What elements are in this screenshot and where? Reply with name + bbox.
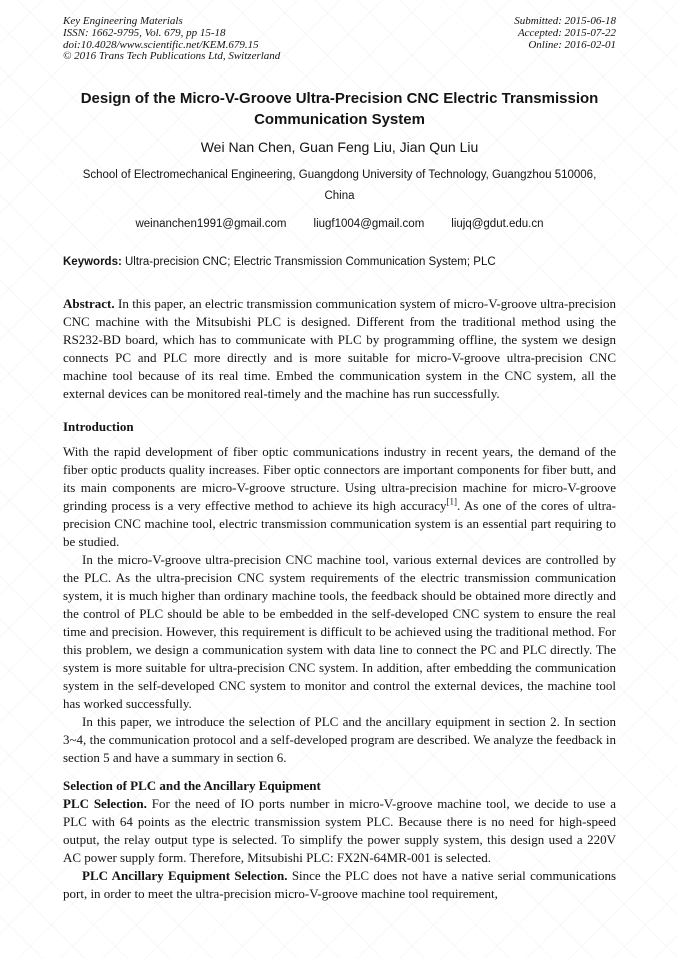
- keywords-label: Keywords:: [63, 256, 122, 269]
- journal-name: Key Engineering Materials: [63, 15, 183, 27]
- submitted-date: Submitted: 2015-06-18: [514, 15, 616, 27]
- abstract-label: Abstract.: [63, 296, 115, 312]
- plc-ancillary-paragraph: [63, 867, 616, 903]
- section-heading-plc-selection: Selection of PLC and the Ancillary Equipment: [63, 778, 321, 794]
- introduction-paragraph-2: In the micro-V-groove ultra-precision CNC machine tool, various external devices are controlled by the PLC. As the ultra-precision CNC system requirements of the electric transmission communication system, it is much higher than ordinary machine tools, the feedback should be obtained more directly and the control of PLC should be able to be embedded in the self-developed CNC system to ensure the real time and precision. However, this requirement is difficult to be achieved using the traditional method. For this problem, we design a communication system with data line to connect the PC and PLC directly. The system is more suitable for ultra-precision CNC system. In addition, after embedding the communication system in the self-developed CNC system to monitor and control the external devices, the machine tool has worked successfully.: [63, 552, 616, 712]
- journal-header-left: [63, 16, 280, 63]
- affiliation-line: School of Electromechanical Engineering, Guangdong University of Technology, Guangzhou 510006, China: [82, 169, 597, 203]
- authors-line: Wei Nan Chen, Guan Feng Liu, Jian Qun Liu: [200, 139, 479, 156]
- introduction-paragraph-3: In this paper, we introduce the selection of PLC and the ancillary equipment in section 2. In section 3~4, the communication protocol and a self-developed program are described. We analyze the feedback in section 5 and have a summary in section 6.: [63, 714, 616, 766]
- plc-ancillary-text: Since the PLC does not have a native serial communications port, in order to meet the ultra-precision micro-V-groove machine tool requirement,: [63, 868, 617, 902]
- plc-ancillary-label: PLC Ancillary Equipment Selection.: [82, 868, 288, 884]
- abstract-paragraph: [63, 295, 616, 403]
- abstract-text: In this paper, an electric transmission communication system of micro-V-groove ultra-precision CNC machine with the Mitsubishi PLC is designed. Different from the traditional method using the RS232-BD board, which has to communicate with PLC by programming offline, the system we design connects PC and PLC more directly and is more suitable for micro-V-groove ultra-precision CNC machine tool because of its real time. Embed the communication system in the CNC system, all the external devices can be monitored real-timely and the machine has run successfully.: [63, 296, 616, 402]
- accepted-date: Accepted: 2015-07-22: [517, 26, 616, 39]
- reference-1-marker: [1]: [446, 496, 458, 507]
- paper-title: Design of the Micro-V-Groove Ultra-Precision CNC Electric Transmission Communication System: [80, 90, 599, 129]
- keywords-line: [63, 255, 616, 269]
- introduction-p1-text: With the rapid development of fiber optic communications industry in recent years, the demand of the fiber optic products quality increases. Fiber optic connectors are important components for fiber butt, and its main components are micro-V-groove structure. Using ultra-precision machine for micro-V-groove grinding process is a very effective method to achieve its high accuracy: [63, 444, 616, 514]
- online-date: Online: 2016-02-01: [528, 38, 616, 51]
- introduction-paragraph-1: [63, 443, 616, 551]
- section-heading-introduction: Introduction: [63, 419, 134, 435]
- emails-row: [63, 217, 616, 231]
- journal-header-right: [514, 16, 616, 63]
- plc-selection-label: PLC Selection.: [63, 796, 147, 812]
- plc-selection-text: For the need of IO ports number in micro-V-groove machine tool, we decide to use a PLC with 64 points as the electric transmission system PLC. Because there is no need for high-speed output, the relay output type is selected. To simplify the power supply system, this design used a 220V AC power supply form. Therefore, Mitsubishi PLC: FX2N-64MR-001 is selected.: [63, 796, 616, 866]
- journal-issn-line: ISSN: 1662-9795, Vol. 679, pp 15-18: [63, 26, 226, 39]
- introduction-p1-text-after-ref: . As one of the cores of ultra-precision CNC machine tool, electric transmission communication system is an essential part requiring to be studied.: [63, 498, 617, 550]
- journal-header: [63, 16, 616, 63]
- author-email-1: weinanchen1991@gmail.com: [135, 218, 287, 231]
- plc-selection-paragraph: [63, 795, 616, 867]
- author-email-2: liugf1004@gmail.com: [313, 218, 425, 231]
- author-email-3: liujq@gdut.edu.cn: [451, 218, 544, 231]
- keywords-text: Ultra-precision CNC; Electric Transmission Communication System; PLC: [121, 256, 496, 269]
- journal-copyright-line: © 2016 Trans Tech Publications Ltd, Switzerland: [63, 50, 281, 63]
- journal-doi-line: doi:10.4028/www.scientific.net/KEM.679.15: [63, 38, 259, 51]
